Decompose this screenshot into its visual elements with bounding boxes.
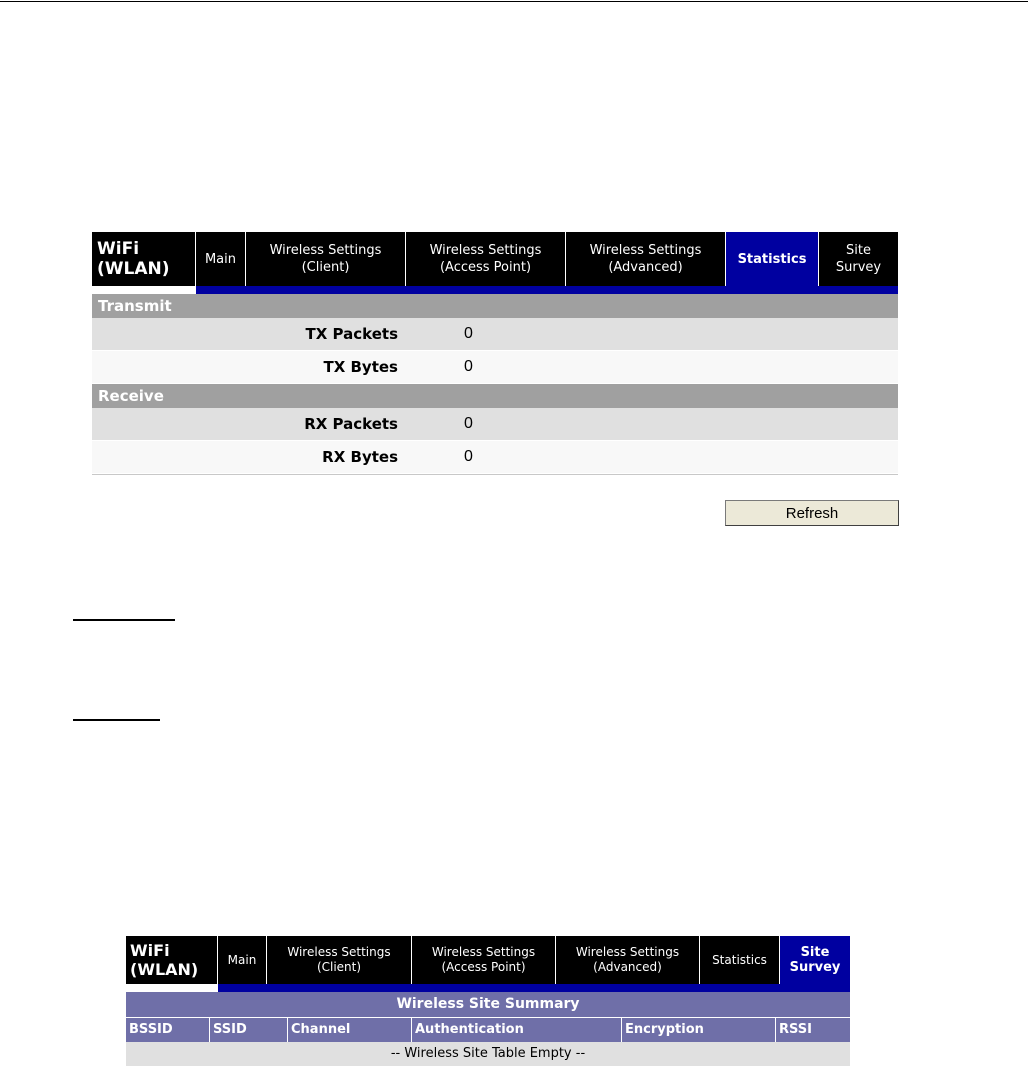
tab-statistics[interactable] <box>700 936 780 984</box>
underline-rule-2 <box>73 719 160 721</box>
stat-label: RX Bytes <box>322 448 398 466</box>
tab-label: Statistics <box>737 251 807 267</box>
column-header-ssid[interactable]: SSID <box>210 1018 288 1042</box>
wlan-tab-bar <box>126 936 850 984</box>
tab-site-survey[interactable] <box>780 936 850 984</box>
tab-statistics[interactable] <box>726 232 819 286</box>
tab-label: Site <box>800 945 830 960</box>
tab-label: Wireless Settings <box>269 243 382 258</box>
tab-sublabel: (Client) <box>301 260 350 275</box>
tab-label: Statistics <box>712 952 767 967</box>
tab-label: Main <box>204 251 237 267</box>
transmit-section-header: Transmit <box>92 294 898 318</box>
stat-row-tx-packets <box>92 318 898 351</box>
stat-label: TX Bytes <box>323 358 398 376</box>
stat-label: RX Packets <box>304 415 398 433</box>
tab-site-survey[interactable] <box>819 232 898 286</box>
column-header-authentication[interactable]: Authentication <box>412 1018 622 1042</box>
brand-line-1: WiFi <box>130 941 170 960</box>
active-tab-underbar <box>196 286 898 294</box>
tab-sublabel: (Advanced) <box>608 260 683 275</box>
column-header-rssi[interactable]: RSSI <box>779 1022 812 1037</box>
site-table-column-headers <box>126 1018 850 1042</box>
tab-main[interactable] <box>196 232 246 286</box>
tab-label: Wireless Settings <box>287 945 391 959</box>
tab-sublabel: Survey <box>789 960 841 975</box>
tab-label: Main <box>227 952 257 967</box>
tab-main[interactable] <box>218 936 267 984</box>
stat-value: 0 <box>464 415 473 432</box>
site-table-empty-row: -- Wireless Site Table Empty -- <box>126 1042 850 1066</box>
tab-sublabel: (Access Point) <box>441 960 526 974</box>
wlan-brand <box>126 936 218 984</box>
stat-value: 0 <box>464 325 473 342</box>
tab-wireless-settings-advanced[interactable] <box>556 936 700 984</box>
tab-label: Wireless Settings <box>431 945 536 959</box>
tab-wireless-settings-client[interactable] <box>246 232 406 286</box>
tab-wireless-settings-access-point[interactable] <box>412 936 556 984</box>
top-divider-line <box>0 1 1028 2</box>
wlan-tab-bar <box>92 232 898 286</box>
column-header-channel[interactable]: Channel <box>288 1018 412 1042</box>
column-header-bssid[interactable]: BSSID <box>126 1018 210 1042</box>
wlan-site-survey-panel <box>126 936 850 1066</box>
tab-sublabel: Survey <box>835 260 882 275</box>
wlan-statistics-panel <box>92 232 898 475</box>
tab-label: Site <box>846 243 871 258</box>
tab-sublabel: (Access Point) <box>439 260 532 275</box>
brand-line-2: (WLAN) <box>97 259 170 279</box>
panel-bottom-border <box>92 474 898 475</box>
tab-label: Wireless Settings <box>575 945 680 959</box>
receive-section-header: Receive <box>92 384 898 408</box>
tab-label: Wireless Settings <box>429 243 542 258</box>
brand-line-2: (WLAN) <box>130 960 199 979</box>
column-header-encryption[interactable]: Encryption <box>622 1018 776 1042</box>
refresh-button[interactable]: Refresh <box>725 500 899 526</box>
stat-row-tx-bytes <box>92 351 898 384</box>
stat-label: TX Packets <box>305 325 398 343</box>
tab-sublabel: (Advanced) <box>593 960 662 974</box>
stat-row-rx-bytes <box>92 441 898 474</box>
wlan-brand <box>92 232 196 286</box>
stat-value: 0 <box>464 448 473 465</box>
site-summary-header: Wireless Site Summary <box>126 992 850 1018</box>
tab-sublabel: (Client) <box>316 960 362 974</box>
tab-wireless-settings-advanced[interactable] <box>566 232 726 286</box>
tab-label: Wireless Settings <box>589 243 702 258</box>
brand-line-1: WiFi <box>97 239 140 259</box>
stat-row-rx-packets <box>92 408 898 441</box>
active-tab-underbar <box>218 984 850 992</box>
tab-wireless-settings-access-point[interactable] <box>406 232 566 286</box>
underline-rule-1 <box>73 619 175 621</box>
tab-wireless-settings-client[interactable] <box>267 936 412 984</box>
stat-value: 0 <box>464 358 473 375</box>
